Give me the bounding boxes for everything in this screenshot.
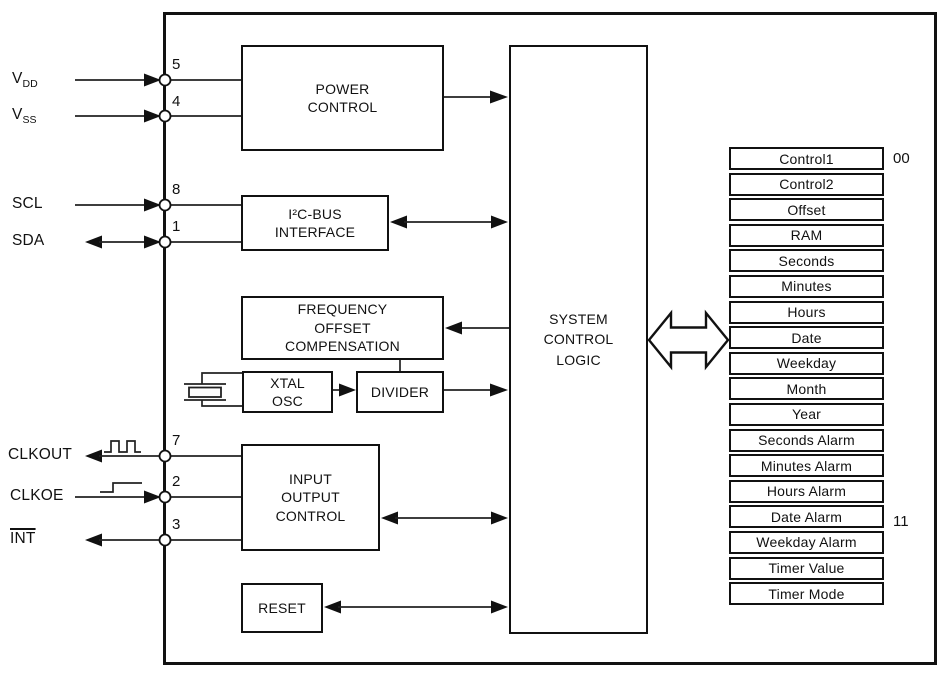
pin-number-int: 3 [172,516,181,533]
pin-label-int: $\overline{INT}$ [10,530,36,547]
register-row: Control1 [729,147,884,170]
pin-number-clkout: 7 [172,432,181,449]
block-input-output-control: INPUT OUTPUT CONTROL [241,444,380,551]
register-row: Date [729,326,884,349]
pin-number-clkoe: 2 [172,473,181,490]
register-row: Month [729,377,884,400]
block-reset: RESET [241,583,323,633]
pin-label-clkout: CLKOUT [8,446,73,463]
block-system-control-logic: SYSTEM CONTROL LOGIC [509,45,648,634]
register-row: Date Alarm [729,505,884,528]
block-i2c-bus-interface: I²C-BUS INTERFACE [241,195,389,251]
register-row: Weekday [729,352,884,375]
register-row: Minutes [729,275,884,298]
register-row: Offset [729,198,884,221]
register-row: Minutes Alarm [729,454,884,477]
pin-label-sda: SDA [12,232,45,249]
register-row: Weekday Alarm [729,531,884,554]
block-frequency-offset-compensation: FREQUENCY OFFSET COMPENSATION [241,296,444,360]
block-xtal-osc: XTAL OSC [242,371,333,413]
clock-waveform-icon [104,441,141,452]
pin-number-scl: 8 [172,181,181,198]
pin-label-scl: SCL [12,195,43,212]
pin-label-vdd: $V_{DD}$ [12,70,38,91]
register-address-start: 00 [893,150,910,167]
pin-number-vss: 4 [172,93,181,110]
register-row: RAM [729,224,884,247]
block-divider: DIVIDER [356,371,444,413]
register-row: Hours Alarm [729,480,884,503]
pin-label-clkoe: CLKOE [10,487,64,504]
register-file-table [729,147,884,605]
register-row: Seconds [729,249,884,272]
register-row: Seconds Alarm [729,429,884,452]
register-address-end: 11 [893,513,909,530]
pin-number-vdd: 5 [172,56,181,73]
register-row: Hours [729,301,884,324]
register-row: Timer Value [729,557,884,580]
block-power-control: POWER CONTROL [241,45,444,151]
register-row: Year [729,403,884,426]
register-row: Control2 [729,173,884,196]
pin-label-vss: $V_{SS}$ [12,106,37,127]
rising-edge-icon [100,483,142,492]
register-row: Timer Mode [729,582,884,605]
pin-number-sda: 1 [172,218,181,235]
